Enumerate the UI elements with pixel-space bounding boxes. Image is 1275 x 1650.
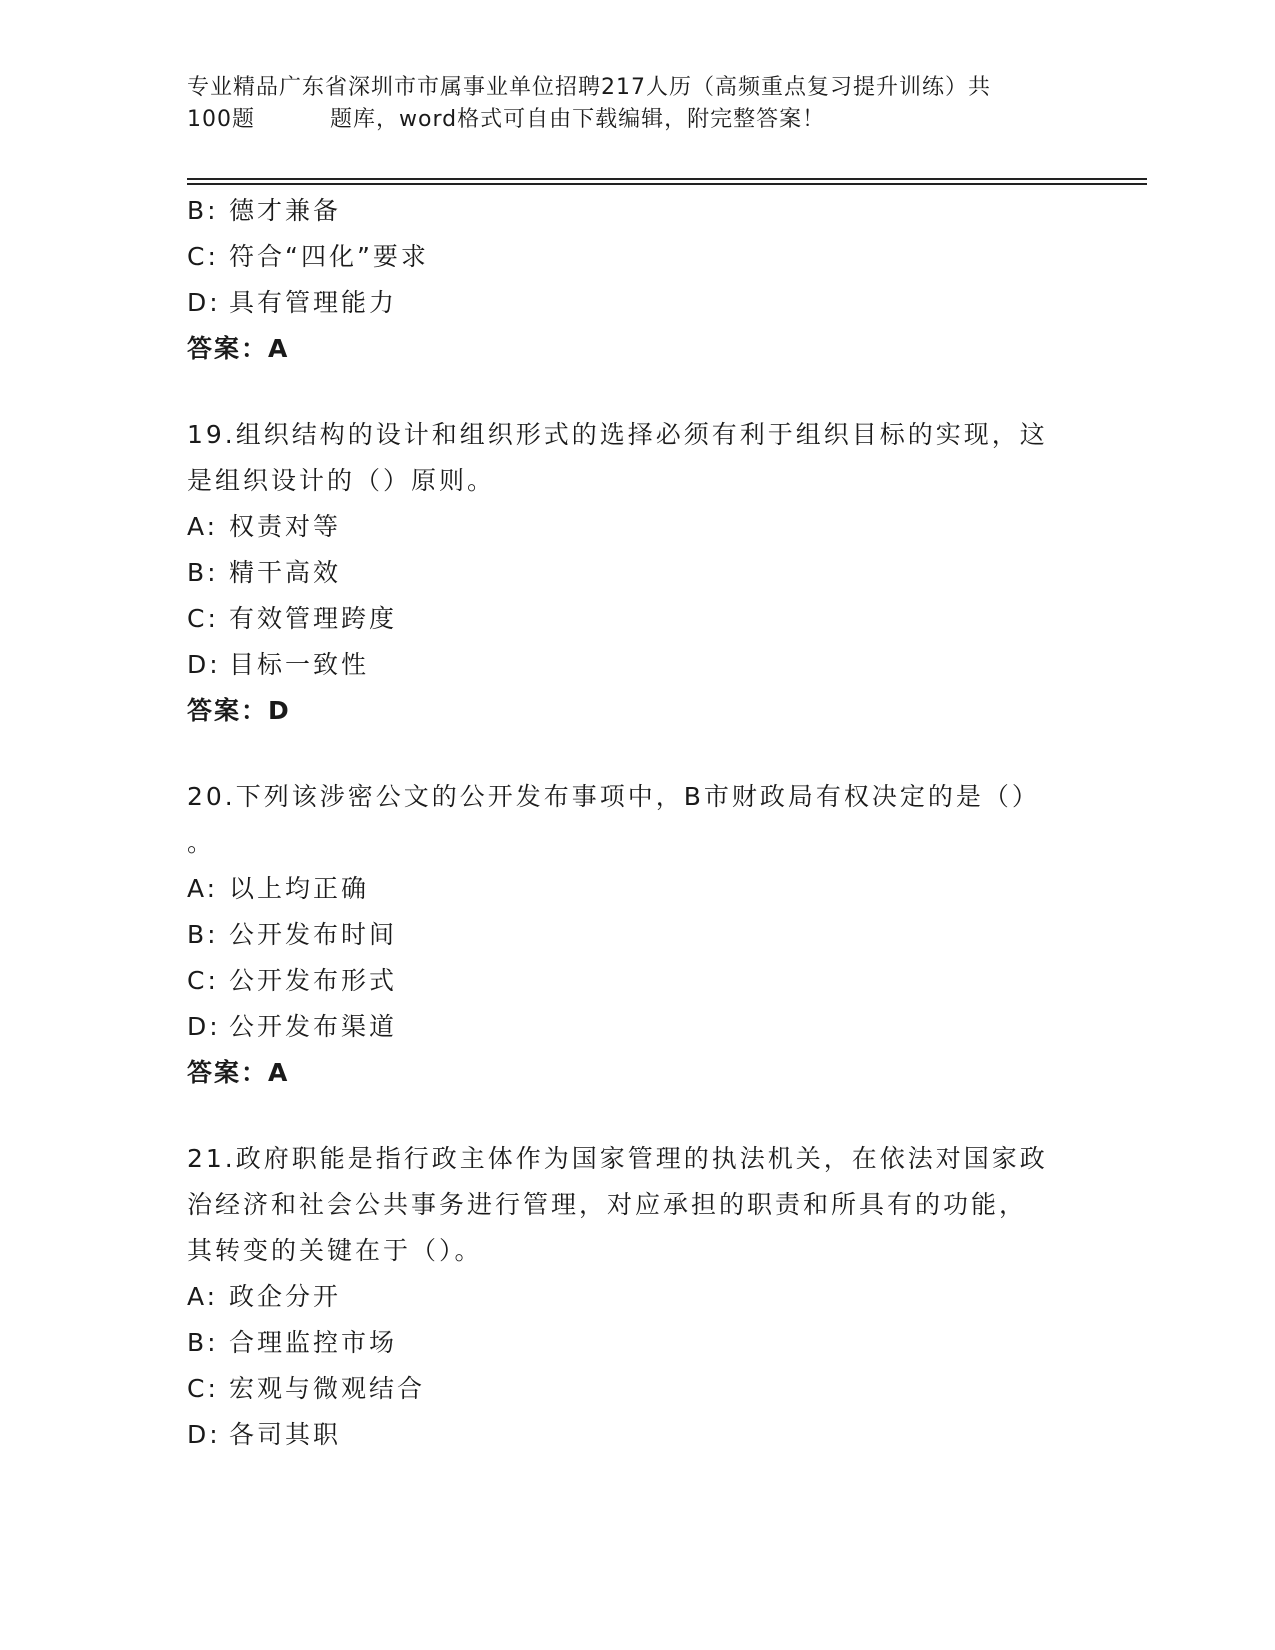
option-key: C:	[187, 1374, 219, 1403]
option-text: 以上均正确	[229, 874, 370, 903]
answer-line: 答案：D	[187, 696, 291, 725]
document-header	[187, 72, 1087, 136]
question-text	[187, 412, 1087, 504]
option-c	[187, 596, 1087, 642]
answer-line: 答案：A	[187, 334, 290, 363]
option-c	[187, 958, 1087, 1004]
option-key: B:	[187, 1328, 219, 1357]
option-c	[187, 1366, 1087, 1412]
option-key: B:	[187, 196, 219, 225]
question-line: 21.政府职能是指行政主体作为国家管理的执法机关，在依法对国家政	[187, 1144, 1048, 1173]
option-text: 目标一致性	[229, 650, 370, 679]
option-key: B:	[187, 558, 219, 587]
question-line: 治经济和社会公共事务进行管理，对应承担的职责和所具有的功能，	[187, 1190, 1028, 1219]
question-19	[187, 412, 1087, 734]
option-d	[187, 642, 1087, 688]
option-key: D:	[187, 650, 221, 679]
question-list	[187, 188, 1087, 1458]
option-text: 公开发布形式	[229, 966, 398, 995]
question-line: 20.下列该涉密公文的公开发布事项中，B市财政局有权决定的是（）	[187, 782, 1040, 811]
option-b	[187, 188, 1087, 234]
option-key: A:	[187, 1282, 219, 1311]
option-text: 宏观与微观结合	[229, 1374, 426, 1403]
option-text: 有效管理跨度	[229, 604, 398, 633]
option-text: 政企分开	[229, 1282, 342, 1311]
option-text: 各司其职	[229, 1420, 342, 1449]
option-key: C:	[187, 604, 219, 633]
header-title-line-2	[187, 104, 1087, 136]
option-a	[187, 504, 1087, 550]
question-21	[187, 1136, 1087, 1458]
option-b	[187, 550, 1087, 596]
header-subtitle: 题库，word格式可自由下载编辑，附完整答案！	[330, 107, 826, 132]
option-key: A:	[187, 874, 219, 903]
option-d	[187, 1004, 1087, 1050]
question-line: 是组织设计的（）原则。	[187, 466, 496, 495]
question-line: 其转变的关键在于（）。	[187, 1236, 483, 1265]
question-text	[187, 774, 1087, 866]
question-18	[187, 188, 1087, 372]
option-key: C:	[187, 966, 219, 995]
option-text: 德才兼备	[229, 196, 342, 225]
header-title-line-1: 专业精品广东省深圳市市属事业单位招聘217人历（高频重点复习提升训练）共	[187, 75, 991, 100]
option-text: 精干高效	[229, 558, 342, 587]
option-text: 公开发布时间	[229, 920, 398, 949]
answer-line: 答案：A	[187, 1058, 290, 1087]
header-divider-bottom	[187, 183, 1147, 185]
question-line: 19.组织结构的设计和组织形式的选择必须有利于组织目标的实现，这	[187, 420, 1048, 449]
header-divider-top	[187, 178, 1147, 180]
option-key: D:	[187, 1012, 221, 1041]
option-key: A:	[187, 512, 219, 541]
option-text: 符合“四化”要求	[229, 242, 429, 271]
option-key: D:	[187, 288, 221, 317]
question-20	[187, 774, 1087, 1096]
question-text	[187, 1136, 1087, 1274]
header-count: 100题	[187, 107, 255, 132]
option-a	[187, 1274, 1087, 1320]
option-key: C:	[187, 242, 219, 271]
option-b	[187, 1320, 1087, 1366]
option-key: D:	[187, 1420, 221, 1449]
option-b	[187, 912, 1087, 958]
question-line: 。	[187, 828, 216, 857]
option-text: 公开发布渠道	[229, 1012, 398, 1041]
option-text: 权责对等	[229, 512, 342, 541]
option-c	[187, 234, 1087, 280]
option-text: 具有管理能力	[229, 288, 398, 317]
option-d	[187, 1412, 1087, 1458]
option-text: 合理监控市场	[229, 1328, 398, 1357]
option-key: B:	[187, 920, 219, 949]
option-a	[187, 866, 1087, 912]
option-d	[187, 280, 1087, 326]
